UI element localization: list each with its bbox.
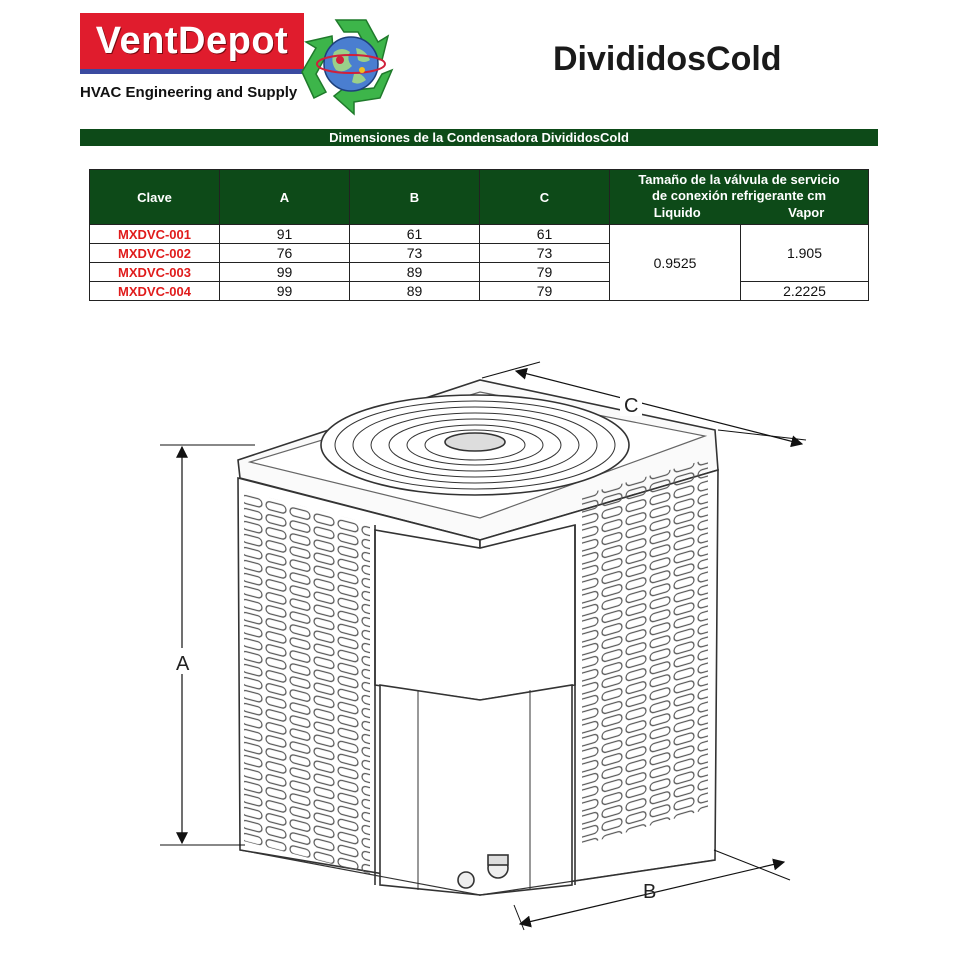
ventdepot-logo <box>80 13 304 69</box>
cell-c: 61 <box>480 225 610 244</box>
cell-clave: MXDVC-002 <box>90 244 220 263</box>
cell-clave: MXDVC-004 <box>90 282 220 301</box>
cell-b: 89 <box>350 282 480 301</box>
valve-header-line2: de conexión refrigerante cm <box>651 188 827 203</box>
company-tagline: HVAC Engineering and Supply <box>80 84 298 101</box>
col-header-c: C <box>480 170 610 225</box>
col-header-valve <box>610 170 869 225</box>
cell-c: 73 <box>480 244 610 263</box>
cell-a: 99 <box>220 282 350 301</box>
cell-a: 91 <box>220 225 350 244</box>
valve-header-line1: Tamaño de la válvula de servicio <box>638 172 840 187</box>
condenser-drawing <box>140 355 830 935</box>
table-row <box>90 225 869 244</box>
cell-b: 61 <box>350 225 480 244</box>
cell-c: 79 <box>480 282 610 301</box>
col-header-vapor: Vapor <box>788 205 825 220</box>
cell-c: 79 <box>480 263 610 282</box>
dim-c-left-tick <box>482 362 540 378</box>
dim-b-left-tick <box>514 905 524 930</box>
condenser-unit <box>238 380 718 895</box>
table-row <box>90 282 869 301</box>
dim-a-label: A <box>176 653 190 675</box>
cell-clave: MXDVC-001 <box>90 225 220 244</box>
logo-underline <box>80 69 304 74</box>
cell-vapor: 1.905 <box>741 225 869 282</box>
dim-c-right-tick <box>718 430 806 440</box>
cell-b: 73 <box>350 244 480 263</box>
cell-vapor: 2.2225 <box>741 282 869 301</box>
col-header-liquido: Liquido <box>653 205 701 220</box>
cell-a: 76 <box>220 244 350 263</box>
col-header-a: A <box>220 170 350 225</box>
dimensions-table <box>89 169 869 301</box>
dim-b-label: B <box>643 881 657 903</box>
col-header-b: B <box>350 170 480 225</box>
cell-b: 89 <box>350 263 480 282</box>
recycle-globe-icon <box>296 12 406 116</box>
col-header-clave: Clave <box>90 170 220 225</box>
cell-liquido: 0.9525 <box>610 225 741 301</box>
table-banner: Dimensiones de la Condensadora DivididosCold <box>80 129 878 146</box>
dim-c-label: C <box>624 395 639 417</box>
cell-a: 99 <box>220 263 350 282</box>
brand-title: DivididosCold <box>553 40 782 78</box>
logo-text: VentDepot <box>95 19 289 62</box>
cell-clave: MXDVC-003 <box>90 263 220 282</box>
table-header-row <box>90 170 869 225</box>
